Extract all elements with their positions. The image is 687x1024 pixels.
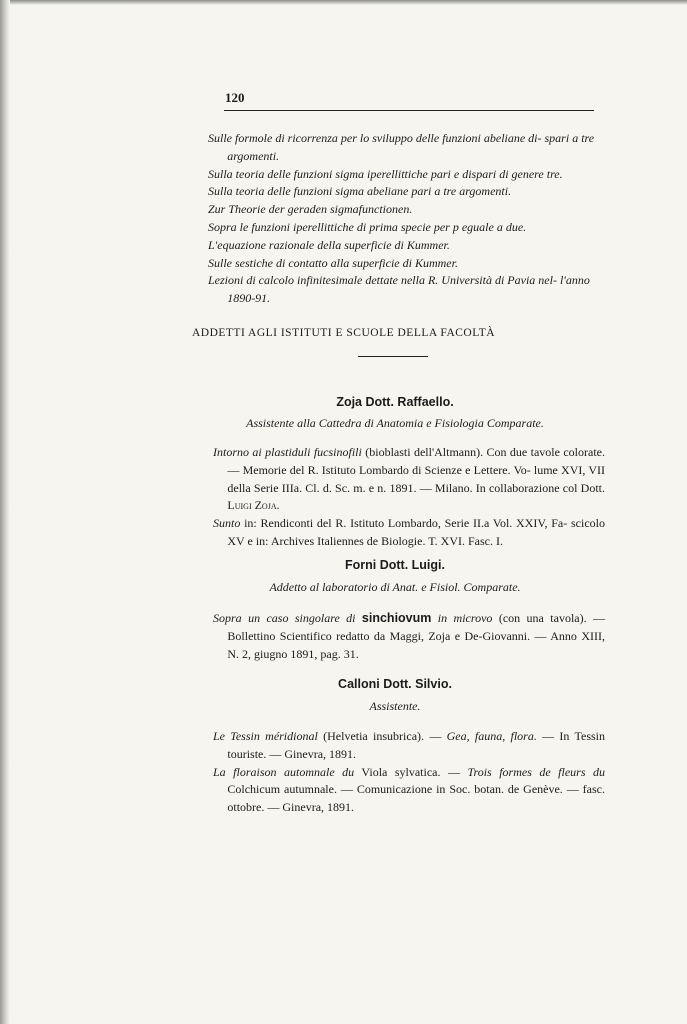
person-role: Assistente alla Cattedra di Anatomia e Fisiologia Comparate. — [246, 416, 544, 430]
entry-details: (Helvetia insubrica). — — [317, 729, 447, 743]
publication-entry — [213, 610, 605, 663]
entry-end: . — [276, 498, 280, 513]
entry-details: Colchicum autumnale. — Comunicazione in Soc. botan. de Genève. — fasc. ottobre. — Ginevra, 1891. — [227, 782, 605, 815]
person-publications — [213, 728, 605, 817]
person-role: Addetto al laboratorio di Anat. e Fisiol. Comparate. — [269, 580, 521, 594]
header-rule — [224, 110, 594, 111]
publication-title: Zur Theorie der geraden sigmafunctionen. — [208, 202, 413, 217]
publication-entry — [213, 728, 605, 764]
person-role: Assistente. — [369, 699, 421, 713]
entry-title: Sopra un caso singolare di — [213, 611, 362, 625]
entry-title: in microvo — [431, 611, 493, 625]
entry-subtitle: Gea, fauna, flora. — [446, 729, 537, 743]
publication-title: Sulle formole di ricorrenza per lo sviluppo delle funzioni abeliane di- spari a tre argomenti. — [208, 131, 595, 163]
publication-list — [208, 130, 600, 308]
entry-title-highlight: sinchiovum — [361, 611, 432, 625]
publication-title: L'equazione razionale della superficie di Kummer. — [208, 237, 450, 252]
publication-title: Sulla teoria delle funzioni sigma abeliane pari a tre argomenti. — [208, 184, 512, 199]
entry-title: Intorno ai plastiduli fucsinofili — [213, 445, 362, 459]
publication-entry — [213, 444, 605, 515]
entry-details: Viola sylvatica. — — [354, 764, 468, 779]
publication-title: Sopra le funzioni iperellittiche di prima specie per p eguale a due. — [208, 219, 527, 234]
publication-title: Sulle sestiche di contatto alla superficie di Kummer. — [208, 255, 458, 270]
entry-title: Sunto — [213, 516, 241, 531]
entry-title: Le Tessin méridional — [213, 729, 318, 743]
publication-title: Lezioni di calcolo infinitesimale dettate nella R. Università di Pavia nel- l'anno 1890-91. — [208, 273, 590, 306]
section-rule — [358, 356, 428, 357]
person-publications — [213, 610, 605, 663]
entry-title: La floraison automnale du — [213, 764, 355, 779]
entry-details: (con una tavola). — Bollettino Scientifico redatto da Maggi, Zoja e De-Giovanni. — Anno XIII, N. 2, giugno 1891, pag. 31. — [227, 611, 606, 661]
publication-entry — [213, 764, 605, 817]
person-name: Forni Dott. Luigi. — [345, 558, 445, 572]
publication-title: Sulla teoria delle funzioni sigma iperellittiche pari e dispari di genere tre. — [208, 166, 563, 181]
page-number: 120 — [225, 90, 245, 105]
person-publications — [213, 444, 605, 551]
person-name: Calloni Dott. Silvio. — [338, 677, 452, 691]
publication-entry — [213, 515, 605, 551]
entry-title: Trois formes de fleurs du — [467, 764, 605, 779]
entry-details: — In Tessin touriste. — Ginevra, 1891. — [227, 729, 605, 761]
section-heading: ADDETTI AGLI ISTITUTI E SCUOLE DELLA FACOLTÀ — [191, 327, 496, 339]
entry-details: in: Rendiconti del R. Istituto Lombardo, Serie II.a Vol. XXIV, Fa- scicolo XV e in: Archives Italiennes de Biologie. T. XVI. Fasc. I. — [227, 516, 605, 548]
entry-details: (bioblasti dell'Altmann). Con due tavole colorate. — Memorie del R. Istituto Lombardo di Scienze e Lettere. Vo- lume XVI, VII della Serie IIIa. Cl. d. Sc. m. e n. 1891. — Milano. In collaborazione col Dott. — [227, 445, 605, 495]
person-name: Zoja Dott. Raffaello. — [336, 395, 454, 409]
collaborator-name: Luigi Zoja — [227, 498, 277, 513]
